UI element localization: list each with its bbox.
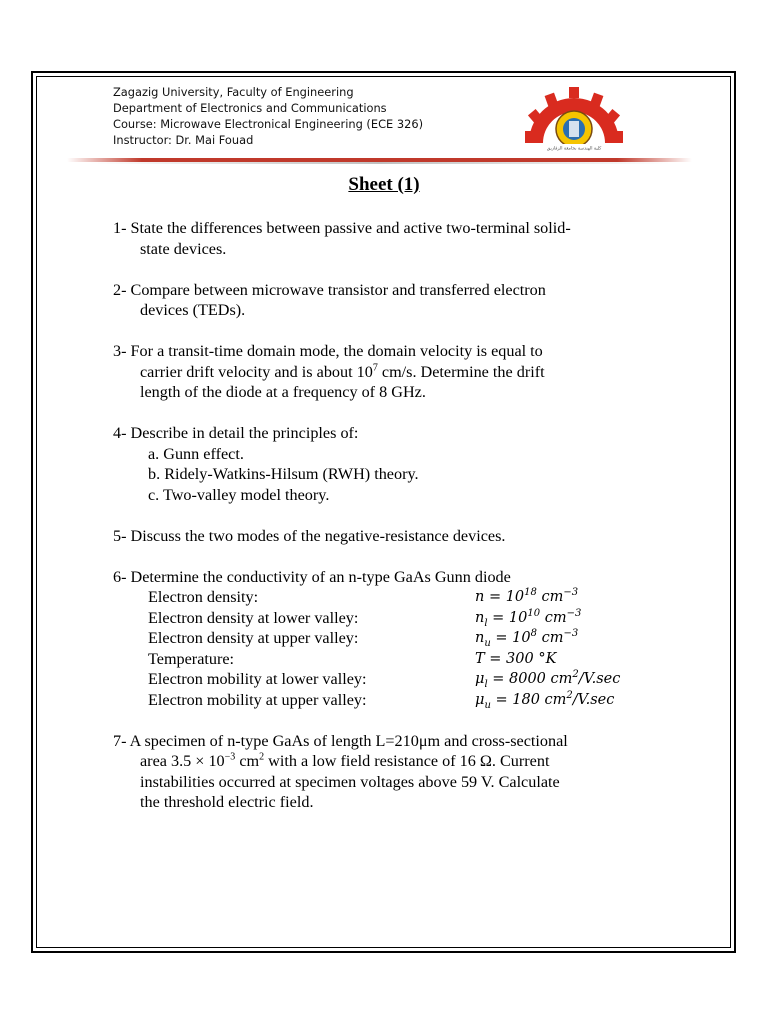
faculty-logo-icon xyxy=(519,81,629,155)
header-divider-shadow xyxy=(90,162,670,164)
parameter-value: $n = 10^{18}$ $cm^{-3}$ xyxy=(475,587,579,605)
question-7-line-1: 7- A specimen of n-type GaAs of length L=210μm and cross-sectional xyxy=(113,731,568,750)
question-2-line-2: devices (TEDs). xyxy=(140,301,246,319)
question-4-line-1: 4- Describe in detail the principles of: xyxy=(113,424,359,442)
question-5 xyxy=(113,526,657,547)
question-7-line-2: area $3.5 \times 10^{-3}$ $cm^2$ with a low field resistance of 16 Ω. Current xyxy=(140,751,550,770)
parameter-value: $n_u = 10^8$ $cm^{-3}$ xyxy=(475,628,579,649)
parameter-value: $n_l = 10^{10}$ $cm^{-3}$ xyxy=(475,607,582,629)
parameter-row: Temperature: T = 300 °K xyxy=(148,649,557,668)
question-1-line-1: 1- State the differences between passive and active two-terminal solid- xyxy=(113,219,571,237)
sheet-title: Sheet (1) xyxy=(348,174,420,195)
parameter-row: Electron mobility at lower valley: $\mu_l = 8000$ $cm^2/V.\sec$ xyxy=(148,669,621,690)
question-4-item-a: a. Gunn effect. xyxy=(148,444,244,463)
question-4 xyxy=(113,423,657,505)
question-3-line-1: 3- For a transit-time domain mode, the domain velocity is equal to xyxy=(113,342,543,360)
parameter-value: $\mu_l = 8000$ $cm^2/V.\sec$ xyxy=(475,669,621,690)
question-7-line-4: the threshold electric field. xyxy=(140,793,314,811)
parameter-row: Electron density at lower valley: $n_l = 10^{10}$ $cm^{-3}$ xyxy=(148,607,582,629)
document-header xyxy=(113,84,433,148)
question-5-line-1: 5- Discuss the two modes of the negative-resistance devices. xyxy=(113,526,506,545)
question-4-item-c: c. Two-valley model theory. xyxy=(148,485,330,504)
question-list xyxy=(113,218,657,813)
svg-text:كلية الهندسة بجامعة الزقازيق: كلية الهندسة بجامعة الزقازيق xyxy=(546,146,602,152)
parameter-value: T = 300 °K xyxy=(475,650,557,667)
question-1 xyxy=(113,218,657,259)
question-7-line-3: instabilities occurred at specimen voltages above 59 V. Calculate xyxy=(140,772,560,791)
parameter-row: Electron mobility at upper valley: $\mu_u = 180$ $cm^2/V.\sec$ xyxy=(148,689,615,711)
question-1-line-2: state devices. xyxy=(140,239,227,258)
question-2-line-1: 2- Compare between microwave transistor and transferred electron xyxy=(113,280,546,299)
question-3 xyxy=(113,341,657,403)
header-instructor: Instructor: Dr. Mai Fouad xyxy=(113,133,254,147)
parameter-row: Electron density at upper valley: $n_u = 10^8$ $cm^{-3}$ xyxy=(148,628,579,649)
question-6 xyxy=(113,567,657,711)
question-6-line-1: 6- Determine the conductivity of an n-type GaAs Gunn diode xyxy=(113,567,511,586)
question-3-line-3: length of the diode at a frequency of 8 GHz. xyxy=(140,383,426,401)
header-university: Zagazig University, Faculty of Engineering xyxy=(113,85,354,99)
question-7 xyxy=(113,731,657,813)
question-4-item-b: b. Ridely-Watkins-Hilsum (RWH) theory. xyxy=(148,465,419,483)
header-course: Course: Microwave Electronical Engineering (ECE 326) xyxy=(113,117,424,131)
question-2 xyxy=(113,280,657,321)
parameter-value: $\mu_u = 180$ $cm^2/V.\sec$ xyxy=(475,689,615,711)
question-3-line-2: carrier drift velocity and is about $10^7$ cm/s. Determine the drift xyxy=(140,362,545,381)
parameter-row: Electron density: $n = 10^{18}$ $cm^{-3}$ xyxy=(148,587,579,606)
header-department: Department of Electronics and Communications xyxy=(113,101,387,115)
